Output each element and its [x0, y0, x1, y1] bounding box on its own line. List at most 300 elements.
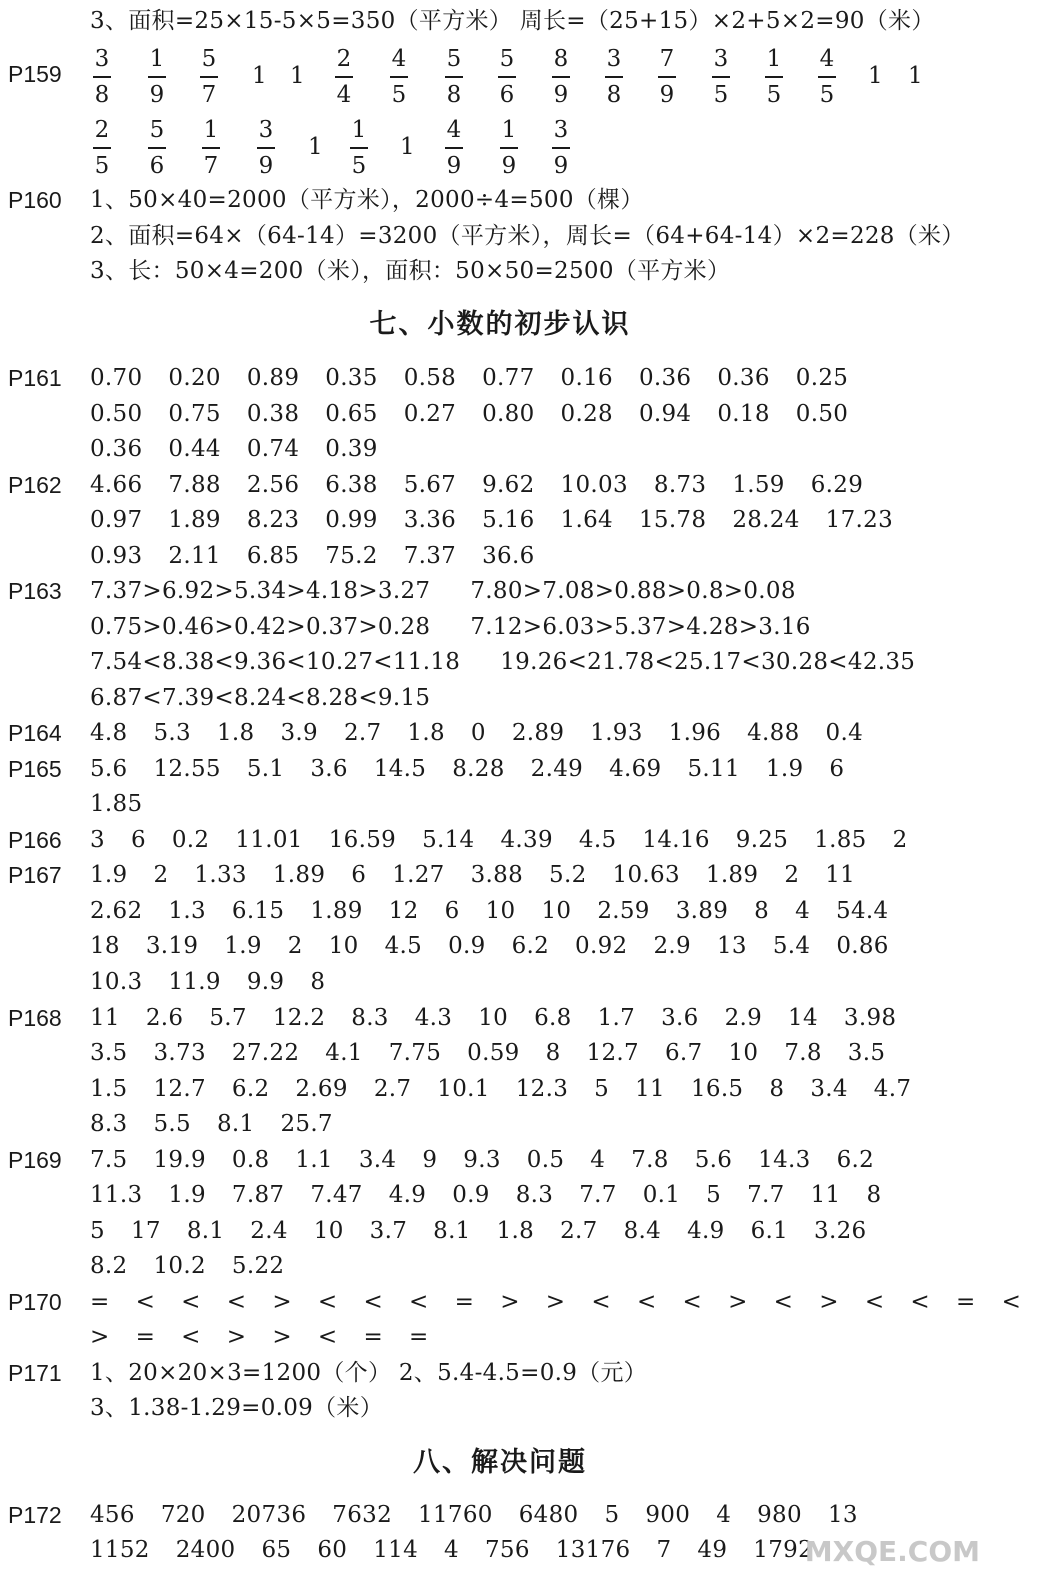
- answer-value: 3.98: [843, 1005, 897, 1031]
- answer-value: 12: [388, 898, 419, 924]
- page-label: P166: [8, 827, 62, 853]
- answer-value: 5.5: [153, 1111, 191, 1137]
- page-label: P159: [8, 61, 62, 87]
- answer-value: 0.38: [246, 401, 300, 427]
- answer-value: 7.47: [310, 1182, 363, 1208]
- answer-value: 4.39: [500, 827, 553, 853]
- answer-value: 7.8: [631, 1147, 669, 1173]
- answer-value: 3.4: [358, 1147, 397, 1173]
- answer-value: 5.6: [90, 756, 128, 782]
- answer-value: 6.29: [810, 472, 864, 498]
- answer-value: 8: [866, 1182, 882, 1208]
- answer-values: [90, 822, 934, 858]
- answer-value: 5: [604, 1502, 620, 1528]
- answer-value: 7.7: [747, 1182, 785, 1208]
- answer-values: [90, 857, 881, 893]
- answer-value: 1.8: [496, 1218, 535, 1244]
- whole-number: 1: [308, 134, 323, 160]
- answer-value: 17.23: [825, 507, 894, 533]
- answer-value: <: [864, 1289, 885, 1315]
- whole-number: 1: [868, 63, 883, 89]
- answer-value: 2: [892, 827, 908, 853]
- page-label: P168: [8, 1005, 62, 1031]
- answer-value: 8: [310, 969, 326, 995]
- answer-value: 2400: [175, 1537, 236, 1563]
- answer-value: 5.1: [246, 756, 285, 782]
- answer-value: 1.7: [597, 1005, 636, 1031]
- answer-value: 10.2: [153, 1253, 206, 1279]
- denominator: 5: [766, 82, 782, 108]
- answer-value: <: [591, 1289, 611, 1315]
- answer-value: 10.03: [560, 472, 628, 498]
- page-label: P169: [8, 1147, 62, 1173]
- answer-value: 3.26: [814, 1218, 867, 1244]
- answer-value: 7.88: [168, 472, 221, 498]
- answer-value: 0.75: [168, 401, 221, 427]
- answer-value: 0.59: [467, 1040, 520, 1066]
- answer-value: 17: [130, 1218, 161, 1244]
- answer-value: 10.1: [437, 1076, 490, 1102]
- fraction: [445, 46, 463, 108]
- answer-value: 1.33: [194, 862, 247, 888]
- fraction-bar: [200, 76, 218, 78]
- answer-value: 2.9: [653, 933, 691, 959]
- answer-value: 1.93: [590, 720, 643, 746]
- answer-value: >: [500, 1289, 520, 1315]
- answer-value: 0.99: [325, 507, 378, 533]
- answer-value: 14.16: [642, 827, 710, 853]
- answer-value: 4: [444, 1537, 459, 1563]
- answer-values: [90, 964, 351, 1000]
- answer-value: 10: [313, 1218, 344, 1244]
- answer-value: 14: [788, 1005, 818, 1031]
- fraction-bar: [148, 147, 166, 149]
- answer-value: 9.62: [482, 472, 535, 498]
- numerator: 4: [446, 117, 462, 143]
- fraction: [818, 46, 836, 108]
- numerator: 3: [94, 46, 110, 72]
- answer-value: 5.67: [403, 472, 457, 498]
- answer-values: [90, 1497, 884, 1533]
- answer-text: 1、50×40=2000（平方米），2000÷4=500（棵）: [90, 187, 644, 213]
- fraction-bar: [500, 147, 518, 149]
- answer-value: 5.16: [482, 507, 535, 533]
- answer-value: <: [363, 1289, 384, 1315]
- denominator: 9: [149, 82, 165, 108]
- answer-value: 900: [645, 1502, 691, 1528]
- answer-value: 11.3: [90, 1182, 143, 1208]
- answer-value: 2.7: [373, 1076, 412, 1102]
- answer-value: 2.6: [145, 1005, 184, 1031]
- answer-value: 6.7: [664, 1040, 703, 1066]
- whole-number: 1: [400, 134, 415, 160]
- whole-number: 1: [908, 63, 923, 89]
- answer-value: 0.8: [231, 1147, 270, 1173]
- answer-value: 3.73: [153, 1040, 206, 1066]
- answer-value: 8.3: [515, 1182, 554, 1208]
- fraction-bar: [148, 76, 166, 78]
- answer-value: 11: [635, 1076, 665, 1102]
- fraction-bar: [712, 76, 730, 78]
- answer-value: 11: [810, 1182, 841, 1208]
- answer-value: 12.7: [586, 1040, 639, 1066]
- answer-value: 4.9: [388, 1182, 427, 1208]
- answer-values: [90, 1248, 310, 1284]
- answer-value: 1.64: [560, 507, 613, 533]
- answer-value: 2.89: [511, 720, 565, 746]
- section-heading: 八、解决问题: [413, 1447, 587, 1478]
- answer-value: 1.9: [224, 933, 262, 959]
- answer-value: 1.27: [392, 862, 445, 888]
- answer-value: 11: [825, 862, 856, 888]
- answer-value: 6.2: [231, 1076, 270, 1102]
- page-label: P160: [8, 187, 62, 213]
- answer-value: >: [545, 1289, 566, 1315]
- answer-value: 20736: [231, 1502, 307, 1528]
- answer-value: 4.66: [90, 472, 143, 498]
- answer-value: 8.3: [351, 1005, 389, 1031]
- answer-value: 8.28: [452, 756, 505, 782]
- answer-value: 1.3: [168, 898, 206, 924]
- fraction-bar: [445, 147, 463, 149]
- answer-value: 16.5: [690, 1076, 744, 1102]
- answer-value: 5: [706, 1182, 722, 1208]
- answer-value: 28.24: [732, 507, 800, 533]
- answer-value: <: [773, 1289, 794, 1315]
- answer-value: =: [135, 1324, 156, 1350]
- numerator: 3: [606, 46, 622, 72]
- numerator: 3: [713, 46, 729, 72]
- answer-values: [90, 502, 919, 538]
- numerator: 8: [553, 46, 569, 72]
- answer-value: 6: [829, 756, 845, 782]
- fraction-bar: [350, 147, 368, 149]
- answer-value: 1.9: [168, 1182, 206, 1208]
- answer-value: 0.39: [325, 436, 378, 462]
- page-label: P162: [8, 472, 62, 498]
- answer-value: 7.8: [784, 1040, 822, 1066]
- answer-value: 3.4: [810, 1076, 848, 1102]
- answer-value: 7.54<8.38<9.36<10.27<11.18: [90, 649, 461, 675]
- answer-value: 5.7: [209, 1005, 247, 1031]
- fraction-bar: [390, 76, 408, 78]
- answer-value: 3.7: [369, 1218, 408, 1244]
- answer-value: 10: [328, 933, 359, 959]
- numerator: 2: [94, 117, 110, 143]
- answer-value: 3.36: [403, 507, 457, 533]
- fraction: [712, 46, 730, 108]
- answer-values: [90, 1532, 839, 1568]
- answer-value: 8: [545, 1040, 561, 1066]
- answer-value: 11: [90, 1005, 120, 1031]
- answer-value: <: [636, 1289, 657, 1315]
- answer-value: 10: [478, 1005, 509, 1031]
- answer-value: 12.7: [153, 1076, 206, 1102]
- answer-value: 3.88: [470, 862, 524, 888]
- page-label: P167: [8, 862, 62, 888]
- answer-value: 3.19: [145, 933, 199, 959]
- answer-value: 756: [484, 1537, 530, 1563]
- answer-value: 1.89: [168, 507, 221, 533]
- answer-value: 25.7: [280, 1111, 333, 1137]
- fraction: [148, 117, 166, 179]
- answer-value: 7.37: [403, 543, 457, 569]
- page-label: P172: [8, 1502, 62, 1528]
- numerator: 3: [553, 117, 569, 143]
- fraction: [335, 46, 353, 108]
- answer-value: 0.2: [171, 827, 210, 853]
- answer-value: 2.9: [724, 1005, 763, 1031]
- answer-value: 9.25: [735, 827, 789, 853]
- answer-value: 5.22: [231, 1253, 285, 1279]
- answer-value: 0.20: [168, 365, 221, 391]
- whole-number: 1: [290, 63, 305, 89]
- watermark: MXQE.COM: [804, 1535, 980, 1568]
- answer-value: 27.22: [231, 1040, 300, 1066]
- answer-value: 9.3: [463, 1147, 501, 1173]
- fraction-bar: [658, 76, 676, 78]
- numerator: 1: [149, 46, 165, 72]
- answer-value: 8: [769, 1076, 785, 1102]
- answer-value: <: [682, 1289, 703, 1315]
- fraction: [93, 46, 111, 108]
- answer-value: 4.8: [90, 720, 128, 746]
- fraction-bar: [257, 147, 275, 149]
- fraction: [658, 46, 676, 108]
- answer-value: 980: [757, 1502, 802, 1528]
- answer-value: 1.1: [295, 1147, 333, 1173]
- answer-value: 5.3: [153, 720, 191, 746]
- numerator: 5: [499, 46, 515, 72]
- answer-value: 0.97: [90, 507, 143, 533]
- denominator: 6: [149, 153, 165, 179]
- answer-values: [90, 1035, 911, 1071]
- answer-value: >: [272, 1324, 292, 1350]
- answer-value: 4.69: [609, 756, 662, 782]
- answer-value: 13: [827, 1502, 858, 1528]
- answer-values: [90, 609, 851, 645]
- answer-value: 8.4: [623, 1218, 662, 1244]
- fraction-bar: [498, 76, 516, 78]
- answer-value: 2.59: [597, 898, 650, 924]
- answer-value: 8.73: [653, 472, 707, 498]
- answer-values: [90, 538, 561, 574]
- fraction: [93, 117, 111, 179]
- answer-value: 8: [754, 898, 770, 924]
- answer-value: 2.11: [168, 543, 221, 569]
- answer-value: 0.86: [836, 933, 889, 959]
- answer-value: 10.3: [90, 969, 143, 995]
- answer-value: 0.80: [482, 401, 535, 427]
- fraction-bar: [335, 76, 353, 78]
- answer-values: [90, 431, 404, 467]
- answer-value: >: [728, 1289, 748, 1315]
- numerator: 1: [203, 117, 219, 143]
- denominator: 8: [94, 82, 110, 108]
- page-label: P161: [8, 365, 62, 391]
- answer-value: 6.2: [836, 1147, 875, 1173]
- answer-value: 0.25: [795, 365, 849, 391]
- answer-value: 5.11: [687, 756, 740, 782]
- answer-value: <: [317, 1324, 338, 1350]
- answer-value: 0.74: [246, 436, 300, 462]
- answer-value: 5.6: [694, 1147, 733, 1173]
- answer-value: 7.5: [90, 1147, 128, 1173]
- numerator: 2: [336, 46, 352, 72]
- fraction-bar: [202, 147, 220, 149]
- answer-value: 6.2: [511, 933, 550, 959]
- answer-value: 2.7: [560, 1218, 598, 1244]
- denominator: 9: [446, 153, 462, 179]
- denominator: 4: [336, 82, 352, 108]
- answer-values: [90, 1071, 937, 1107]
- answer-value: 6.1: [750, 1218, 789, 1244]
- answer-value: 10: [541, 898, 572, 924]
- answer-values: [90, 786, 168, 822]
- answer-value: 8.2: [90, 1253, 128, 1279]
- denominator: 9: [553, 82, 569, 108]
- denominator: 8: [606, 82, 622, 108]
- answer-value: 720: [160, 1502, 206, 1528]
- answer-value: 5.4: [772, 933, 811, 959]
- answer-value: 5: [90, 1218, 105, 1244]
- answer-value: 12.2: [272, 1005, 326, 1031]
- answer-value: 7.37>6.92>5.34>4.18>3.27: [90, 578, 431, 604]
- answer-values: [90, 751, 870, 787]
- answer-value: 9: [422, 1147, 438, 1173]
- answer-value: 6: [444, 898, 460, 924]
- answer-value: 7.80>7.08>0.88>0.8>0.08: [470, 578, 796, 604]
- answer-value: 13176: [555, 1537, 631, 1563]
- answer-value: 16.59: [328, 827, 397, 853]
- fraction: [202, 117, 220, 179]
- answer-value: 0.36: [90, 436, 143, 462]
- answer-value: 75.2: [325, 543, 378, 569]
- answer-text: 3、面积=25×15-5×5=350（平方米） 周长=（25+15）×2+5×2=90（米）: [90, 8, 935, 34]
- answer-value: 4.88: [747, 720, 800, 746]
- answer-value: 0.5: [526, 1147, 565, 1173]
- fraction: [605, 46, 623, 108]
- answer-value: 0.18: [717, 401, 770, 427]
- answer-values: [90, 1106, 359, 1142]
- answer-value: 2.69: [295, 1076, 348, 1102]
- page-label: P163: [8, 578, 62, 604]
- answer-text: 3、长：50×4=200（米），面积：50×50=2500（平方米）: [90, 258, 731, 284]
- answer-value: >: [272, 1289, 292, 1315]
- answer-value: 4.3: [414, 1005, 453, 1031]
- numerator: 5: [201, 46, 217, 72]
- answer-value: 1152: [90, 1537, 150, 1563]
- answer-value: 0.50: [795, 401, 849, 427]
- whole-number: 1: [252, 63, 267, 89]
- answer-values: [90, 1319, 455, 1355]
- answer-value: 1.96: [668, 720, 722, 746]
- answer-value: 7.87: [231, 1182, 285, 1208]
- answer-value: 13: [716, 933, 747, 959]
- answer-value: 1.9: [765, 756, 804, 782]
- answer-value: 14.5: [373, 756, 427, 782]
- answer-value: <: [135, 1289, 156, 1315]
- denominator: 6: [499, 82, 515, 108]
- fraction-bar: [93, 147, 111, 149]
- page-label: P164: [8, 720, 62, 746]
- numerator: 5: [149, 117, 165, 143]
- answer-value: 19.26<21.78<25.17<30.28<42.35: [500, 649, 916, 675]
- answer-value: 0.89: [246, 365, 300, 391]
- answer-value: 0.36: [638, 365, 692, 391]
- answer-value: <: [181, 1289, 201, 1315]
- answer-value: 7: [656, 1537, 672, 1563]
- answer-value: <: [1001, 1289, 1022, 1315]
- page-label: P165: [8, 756, 62, 782]
- answer-value: 3.6: [310, 756, 348, 782]
- answer-values: [90, 1142, 900, 1178]
- answer-value: =: [90, 1289, 110, 1315]
- answer-text: 2、面积=64×（64-14）=3200（平方米），周长=（64+64-14）×2=228（米）: [90, 223, 965, 249]
- fraction-bar: [552, 76, 570, 78]
- answer-value: 4: [590, 1147, 606, 1173]
- answer-value: 3.6: [661, 1005, 699, 1031]
- answer-value: 1.5: [90, 1076, 128, 1102]
- answer-values: [90, 715, 889, 751]
- answer-values: [90, 644, 955, 680]
- answer-value: 10: [728, 1040, 759, 1066]
- answer-value: 8.3: [90, 1111, 128, 1137]
- answer-values: [90, 893, 914, 929]
- denominator: 5: [713, 82, 729, 108]
- answer-value: 2.7: [343, 720, 382, 746]
- answer-value: 2.4: [250, 1218, 288, 1244]
- answer-value: 456: [90, 1502, 135, 1528]
- answer-value: 3.5: [847, 1040, 886, 1066]
- answer-value: 0.16: [560, 365, 613, 391]
- answer-text: 1、20×20×3=1200（个） 2、5.4-4.5=0.9（元）: [90, 1360, 648, 1386]
- fraction-bar: [765, 76, 783, 78]
- answer-value: 2: [287, 933, 303, 959]
- fraction: [445, 117, 463, 179]
- answer-value: 1.59: [732, 472, 785, 498]
- denominator: 8: [446, 82, 462, 108]
- answer-value: 1.8: [407, 720, 445, 746]
- fraction: [498, 46, 516, 108]
- answer-value: 1792: [753, 1537, 813, 1563]
- denominator: 9: [258, 153, 274, 179]
- answer-value: 3.89: [675, 898, 729, 924]
- answer-value: 9.9: [246, 969, 285, 995]
- denominator: 5: [94, 153, 110, 179]
- denominator: 5: [391, 82, 407, 108]
- answer-value: 5.14: [422, 827, 475, 853]
- answer-value: 6480: [518, 1502, 579, 1528]
- fraction-bar: [552, 147, 570, 149]
- numerator: 1: [766, 46, 782, 72]
- fraction: [350, 117, 368, 179]
- answer-values: [90, 573, 836, 609]
- fraction: [257, 117, 275, 179]
- answer-values: [90, 467, 889, 503]
- answer-value: <: [181, 1324, 201, 1350]
- answer-value: 2: [153, 862, 169, 888]
- numerator: 1: [351, 117, 367, 143]
- answer-value: 0.36: [717, 365, 770, 391]
- answer-value: 0.44: [168, 436, 221, 462]
- answer-value: 0.9: [452, 1182, 490, 1208]
- answer-value: >: [90, 1324, 110, 1350]
- answer-value: 3: [90, 827, 105, 853]
- answer-value: 1.8: [216, 720, 255, 746]
- section-heading: 七、小数的初步认识: [369, 309, 631, 340]
- answer-value: 0.75>0.46>0.42>0.37>0.28: [90, 614, 431, 640]
